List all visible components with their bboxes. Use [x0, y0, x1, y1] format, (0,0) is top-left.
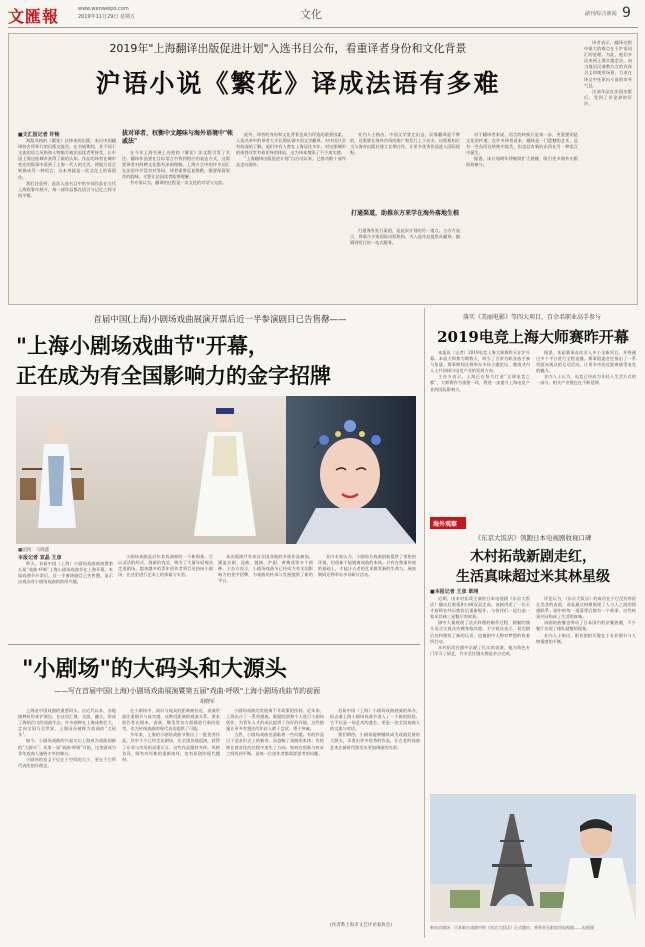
feature-top-rule: [8, 644, 420, 645]
page-label: 副刊/综合新闻: [585, 11, 617, 17]
top-story-col4: 业内人士指出，中国文学要走出去，仅靠翻译是不够的，还需要在海外市场的推广和发行上下功夫。出版机构应当与海外出版社建立长期合作，让更多优秀作品进入国际视野。: [350, 132, 460, 156]
feature-col2: 在小剧场中，演员与观众的距离被拉近，表演更加注重细节与真实感。这种近距离的观演关系，要求创作者在剧本、表演、舞美等各方面都进行新的思考，也为传统戏曲的现代表达提供了可能。 多年来，上海的小剧场戏曲节推出了一批优秀作品，其中不少已经走出剧场，在全国各地巡演，获得了专业与市场的双重认可。这些作品题材多样，风格各异，既有对经典的重新演绎，也有原创的现代题材。: [122, 708, 220, 762]
grandmaster-overline: 落实《美丽电影》等四大项目，百余名职业高手参与: [462, 314, 601, 321]
feature-col4: 首届中国（上海）小剧场戏曲展演的举办，标志着上海小剧场戏曲节进入了一个新的阶段。它不仅是一场艺术的盛会，更是一次全国戏曲人的交流与对话。 我们期待，小剧场能够继续成为戏曲发展的大源头，孕育出更多优秀的作品，让古老的戏曲艺术在新时代焕发出更加绚丽的光彩。: [330, 708, 420, 750]
kimura-overline: 《东京大饭店》领跑日本电视剧收视口碑: [474, 534, 592, 542]
theatre-headline-2: 正在成为有全国影响力的金字招牌: [16, 363, 331, 388]
top-story-col6: 对于翻译者来说，语言的转换只是第一步，更重要的是文化的传递。在许多译者看来，翻译是一门遗憾的艺术，总有一些东西在转换中流失，但也总有新的东西在另一种语言中诞生。 据悉，该计划明年将继续扩大规模，吸引更多海外出版机构参与。: [466, 132, 578, 168]
grandmaster-col1: 本报讯（记者）2019电竞上海大师赛昨天在沪开幕。本届大师赛为期数天，吸引了百余名职业选手参与角逐。赛事期间还将举办多场主题论坛，邀请业内人士共同探讨电竞产业的发展方向。 主办方表示，上海正在努力打造“全球电竞之都”，大师赛作为重要一环，将进一步提升上海电竞产业的国际影响力。: [430, 350, 530, 392]
section-title: 文化: [300, 8, 322, 21]
feature-col3: 小剧场戏曲的发展离不开政策的扶持。近年来，上海出台了一系列措施，鼓励院团和个人进行小剧场创作，为青年人才的成长提供了良好的环境。这些措施让更多有想法的年轻人敢于尝试、勇于突破。 当然，小剧场戏曲也面临着一些问题。有的作品过于追求形式上的新奇，而忽略了戏曲的本体；有的则在商业化的过程中迷失了方向。如何在创新与传承之间找到平衡，是每一位创作者都需要思考的问题。: [226, 708, 324, 756]
kimura-photo-caption: 新东京剧场：日本新吉戏剧中的《东京大饭店》正式播出，将带来无限收回电视剧——电视剧: [430, 925, 594, 930]
feature-byline: 胡晓军: [200, 699, 216, 705]
kimura-col2: 评论认为，《东京大饭店》的成功在于它没有停留在美食的表面，而是通过料理展现了人与人之间的情感联系。剧中的每一道菜背后都有一个故事，这些故事共同构成了生活的真味。 该剧的热播也带动了日本国内的法餐热潮，不少餐厅出现了排队就餐的现象。 业内人士指出，职业剧的关键在于专业细节与人物情感的平衡。: [536, 596, 636, 644]
theatre-col2: 小剧场戏曲是近年来戏曲界的一个新现象。它以灵活的形式、创新的表达，吸引了大量年轻观众走进剧场。越来越多的青年创作者将目光投向小剧场，在这里进行艺术上的探索与实验。: [118, 554, 213, 578]
theatre-col3: 本次展演共有来自全国各地的多部作品参加，涵盖京剧、昆曲、越剧、沪剧、黄梅戏等多个剧种。主办方表示，小剧场戏曲节已经成为有全国影响力的金字招牌，为戏曲的传承与发展提供了新的平台。: [218, 554, 313, 584]
top-story-col5: 打通海外发行渠道，是此次计划的另一重点。主办方表示，将联合多家国际出版机构，为入选作品提供从翻译、编辑到发行的一站式服务。: [350, 228, 460, 246]
theatre-headline-1: "上海小剧场戏曲节"开幕，: [16, 333, 269, 358]
kimura-headline-1: 木村拓哉新剧走红，: [470, 549, 596, 565]
theatre-col1: 昨天，首届中国（上海）小剧场戏曲展演暨第五届“戏曲·呼吸”上海小剧场戏曲节在上海开幕。本届戏曲节开票后，近一半参演剧目已告售罄，显示出观众对小剧场戏曲的浓厚兴趣。: [18, 561, 113, 585]
feature-col1: 上海是中国戏曲的重要码头。自近代以来，各地剧种纷纷来沪演出，在这里汇聚、交流、融合，形成了海纳百川的戏曲生态。许多剧种在上海成熟壮大，走向全国乃至世界，上海因而被称为戏曲的“大码头”。 如今，小剧场戏曲的兴起又让上海成为戏曲创新的“大源头”。从第一届“戏曲·呼吸”开始，这里就成为青年戏曲人施展才华的舞台。 小剧场的意义不仅在于空间的大小，更在于它所代表的创作理念。: [18, 708, 116, 768]
newspaper-logo: 文匯報: [8, 7, 60, 26]
grandmaster-headline: 2019电竞上海大师赛昨开幕: [437, 328, 629, 346]
feature-tail-credit: (作者系上海市文艺评论家协会): [330, 923, 393, 928]
top-story-overline: 2019年"上海翻译出版促进计划"入选书目公布，看重译者身份和文化背景: [109, 42, 467, 55]
kimura-photo: [430, 794, 636, 922]
grandmaster-col2: 据悉，本届赛事首次引入多个全新项目，并将通过多个平台进行全程直播。赛事组委会还推出了一系列面向观众的互动活动，让更多市民近距离感受电竞的魅力。 业内人士认为，电竞已经成为年轻人生活方式的一部分，相关产业链也在不断延伸。: [536, 350, 636, 386]
top-story-headline: 沪语小说《繁花》译成法语有多难: [95, 69, 501, 98]
kimura-col1: 近期，由木村拓哉主演的日本电视剧《东京大饭店》播出后收视和口碑双双走高。该剧讲述了一位天才厨师在经历挫折后重新振作，与伙伴们一起打造一家米其林三星餐厅的故事。 剧中大量展现了法式料理的制作过程，细腻的镜头语言让观众仿佛身临其境。不少观众表示，看完剧后对料理有了新的认识，也被剧中人物对梦想的执着所打动。 木村拓哉在剧中贡献了扎实的表演，他为角色专门学习了厨艺，许多烹饪镜头都是亲自完成。: [430, 596, 530, 656]
top-story-col1: 海派风格的《繁花》法译本的出版，来自中国翻译协会所举行的出版交流会。在书展期间，其不同于主流的语言风格和人物描写被法国读者所接受，让中国上海这座城市获得了新的认知。作品的译者在城市变迁的叙事中看到了上海一代人的生活，将地方语言转换成另一种语言，这本身就是一次文化上的再创作。 我们注意到，此次入选书目中的多部作品在当代上海叙事中展开，每一部作品都在语言与记忆之间寻找平衡。: [18, 138, 116, 198]
kimura-byline: ■本报记者 王彦 章翊: [430, 589, 479, 595]
stage-photo-caption: ■剧照：马晓鑫: [18, 548, 50, 553]
top-story-col2: 在今年上海书展上亮相的《繁花》法文版引发了关注。翻译作品要在目标语言中找到相应的表达方式，这需要译者对两种文化都有深刻理解。上海方言中的许多词汇在法语中并没有对等词，译者需要反复斟酌，既要保留原作的韵味，又要让法国读者能够理解。 有专家认为，翻译的过程是一次文化的对话与交流。: [122, 150, 230, 186]
theatre-overline: 首届中国(上海)小剧场戏曲展演开票后近一半参演剧目已告售罄——: [93, 315, 347, 325]
right-column-divider: [424, 308, 425, 938]
theatre-byline: 本报记者 宣晶 王彦: [18, 555, 62, 561]
top-story-col7: 译者表示，翻译过程中最大的难点在于沪语词汇的处理。为此，他们多次来到上海实地走访，向当地居民请教方言的具体含义和使用场景，力求在译文中还原出小说的市井气息。 这部作品在法国出版后，受到了评论界的好评。: [584, 40, 632, 106]
top-story-subhead: 打通渠道，助推东方来学在海外落地生根: [350, 210, 459, 217]
masthead-url: www.wenweipo.com: [78, 6, 129, 12]
masthead-rule: [8, 27, 638, 28]
kimura-headline-2: 生活真味超过米其林星级: [456, 569, 610, 585]
masthead-date: 2019年11月29日 星期五: [78, 14, 136, 20]
theatre-col4: 业内专家认为，小剧场为戏曲创新提供了宽松的环境，但创新不能脱离戏曲的本体。只有在尊重传统的基础上，才能让古老的艺术焕发新的生命力。展演期间还将举办多场研讨活动。: [318, 554, 416, 578]
top-story-col-heading: 拔对译者，权衡中文趣味与海外语境中"帐戚法": [122, 130, 234, 145]
top-story-col3: 此外，译者的身份和文化背景也成为评选的重要因素。入选名单中的译者大多长期从事中国文学翻译，对中国社会有较深的了解。他们中有人曾在上海居住多年，对这座城市的街巷弄堂有着切身的体验，这为译本增添了不少真实感。 “上海翻译出版促进计划”自启动以来，已推动数十部作品走向海外。: [236, 132, 346, 168]
overseas-tag: 海外观察: [433, 521, 458, 528]
feature-subhead: ——写在首届中国(上海)小剧场戏曲展演暨第五届"戏曲·呼吸"上海小剧场戏曲节的前面: [54, 687, 321, 695]
feature-headline: "小剧场"的大码头和大源头: [22, 656, 287, 682]
top-story-byline: ■文汇报记者 许畅: [18, 132, 60, 138]
stage-photo: [16, 396, 416, 544]
page-number: 9: [622, 5, 631, 21]
